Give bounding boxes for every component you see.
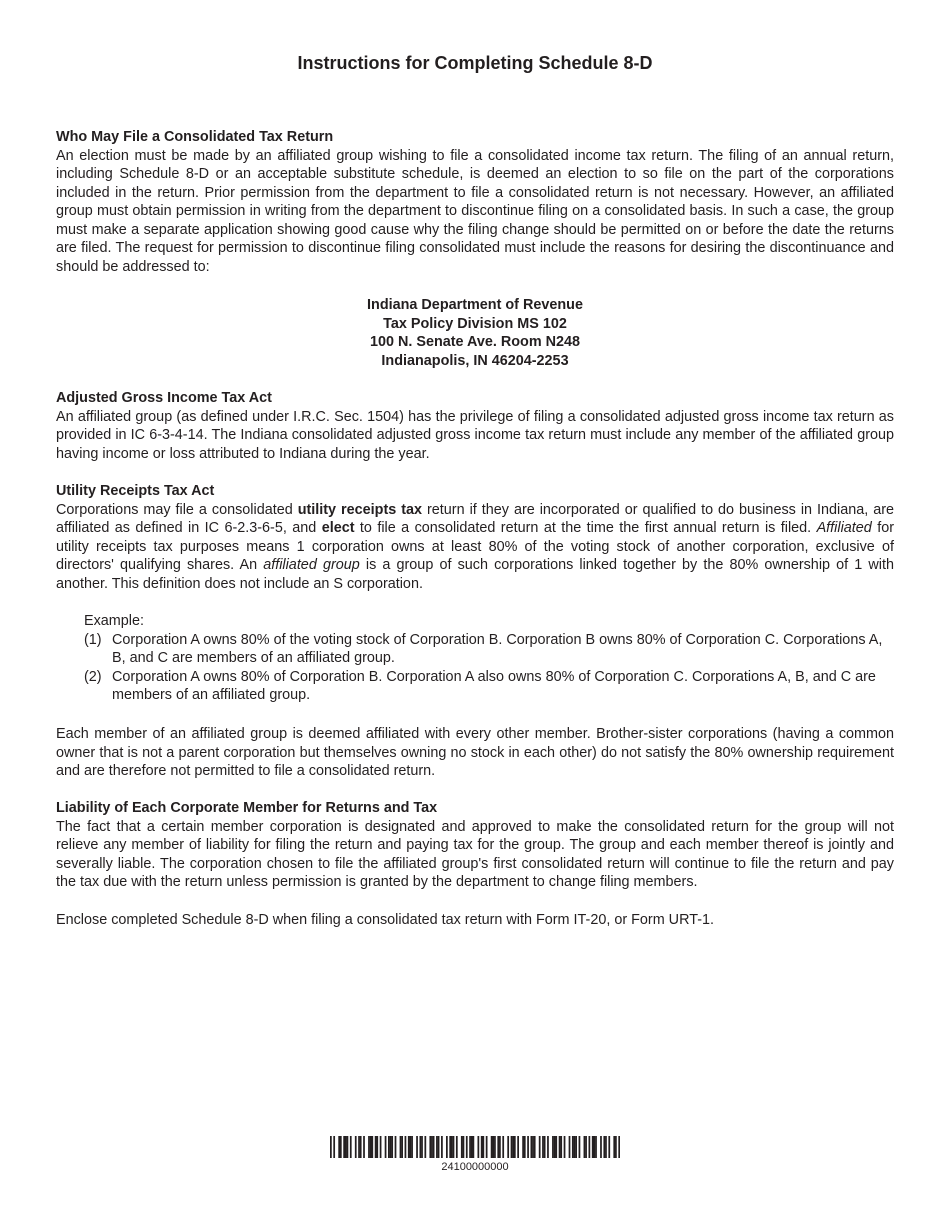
- page-title: Instructions for Completing Schedule 8-D: [297, 53, 653, 73]
- section-each-member: [56, 725, 894, 781]
- section-text: Enclose completed Schedule 8-D when filing a consolidated tax return with Form IT-20, or Form URT-1.: [56, 912, 714, 928]
- section-enclose: [56, 911, 894, 930]
- section-who-may-file: [56, 128, 894, 276]
- section-utility-receipts: [56, 482, 894, 593]
- address-line: 100 N. Senate Ave. Room N248: [369, 334, 581, 351]
- example-number: (2): [84, 668, 102, 685]
- barcode-number: 24100000000: [441, 1161, 509, 1173]
- section-heading: Liability of Each Corporate Member for Returns and Tax: [56, 800, 438, 816]
- section-text: The fact that a certain member corporation is designated and approved to make the consolidated return for the group will not relieve any member of liability for filing the return and paying tax for the group. The group and each member thereof is jointly and severally liable. The corporation chosen to file the affiliated group's first consolidated return will continue to file the return and pay the tax due with the return unless permission is granted by the department to change filing members.: [56, 818, 894, 890]
- section-text: An election must be made by an affiliated group wishing to file a consolidated income tax return. The filing of an annual return, including Schedule 8-D or an acceptable substitute schedule, is deemed an election to so file on the part of the corporations included in the return. Prior permission from the department to file a consolidated return is not necessary. However, an affiliated group must obtain permission in writing from the department to discontinue filing on a consolidated basis. In such a case, the group must make a separate application showing good cause why the filing change should be permitted on or before the date the returns are filed. The request for permission to discontinue filing consolidated must include the reasons for desiring the discontinuance and should be addressed to:: [56, 147, 894, 275]
- example-item: [84, 668, 894, 705]
- section-heading: Who May File a Consolidated Tax Return: [56, 129, 334, 145]
- barcode: [330, 1136, 620, 1158]
- section-text: Each member of an affiliated group is deemed affiliated with every other member. Brother-sister corporations (having a common owner that is not a parent corporation but themselves owning no stock in each other) do not satisfy the 80% ownership requirement and are therefore not permitted to file a consolidated return.: [56, 726, 894, 779]
- address-line: Indianapolis, IN 46204-2253: [381, 352, 569, 369]
- example-number: (1): [84, 631, 102, 648]
- section-heading: Adjusted Gross Income Tax Act: [56, 390, 272, 406]
- section-text: Corporations may file a consolidated utility receipts tax return if they are incorporated or qualified to do business in Indiana, are affiliated as defined in IC 6-2.3-6-5, and elect to file a consolidated return at the time the first annual return is filed. Affiliated for utility receipts tax purposes means 1 corporation owns at least 80% of the voting stock of another corporation, exclusive of directors' qualifying shares. An affiliated group is a group of such corporations linked together by the 80% ownership of 1 with another. This definition does not include an S corporation.: [56, 501, 894, 592]
- section-text: An affiliated group (as defined under I.R.C. Sec. 1504) has the privilege of filing a consolidated adjusted gross income tax return as provided in IC 6-3-4-14. The Indiana consolidated adjusted gross income tax return must include any member of the affiliated group having income or loss attributed to Indiana during the year.: [56, 408, 894, 462]
- example-item: [84, 631, 894, 668]
- example-block: [84, 612, 894, 705]
- section-heading: Utility Receipts Tax Act: [56, 483, 215, 499]
- mailing-address: [56, 296, 894, 370]
- address-line: Indiana Department of Revenue: [367, 297, 583, 313]
- section-liability: [56, 799, 894, 892]
- example-label: Example:: [84, 613, 144, 629]
- address-line: Tax Policy Division MS 102: [383, 315, 567, 332]
- example-text: Corporation A owns 80% of the voting stock of Corporation B. Corporation B owns 80% of Corporation C. Corporations A, B, and C are members of an affiliated group.: [112, 631, 883, 666]
- section-agi: [56, 389, 894, 463]
- example-text: Corporation A owns 80% of Corporation B. Corporation A also owns 80% of Corporation C. Corporations A, B, and C are members of an affiliated group.: [112, 668, 876, 703]
